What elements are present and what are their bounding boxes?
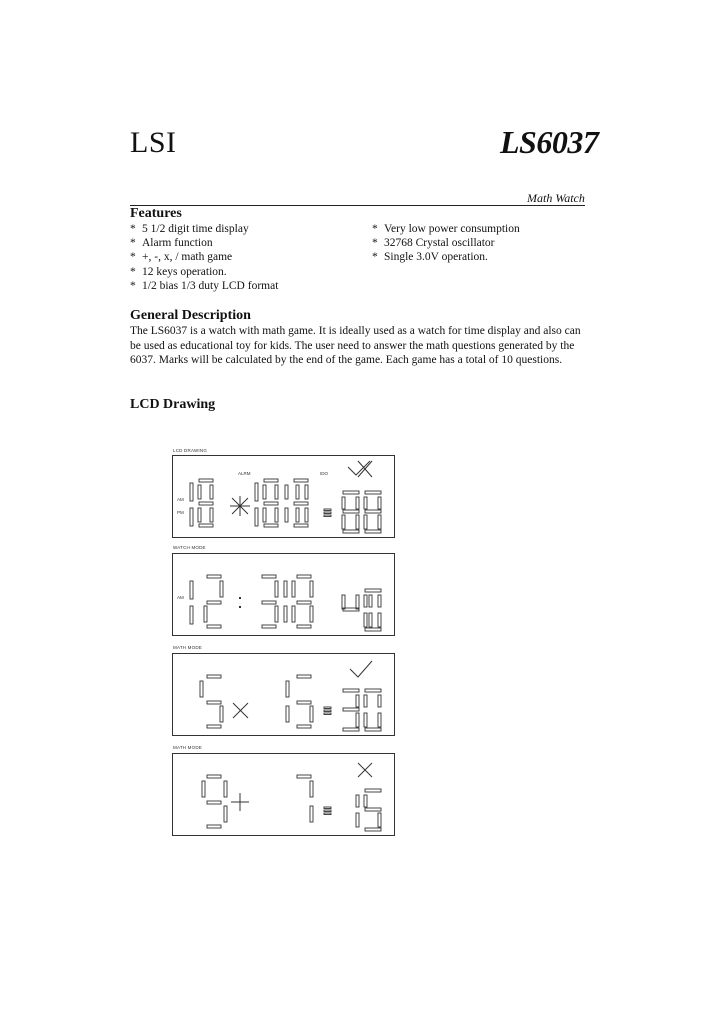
equals-sign [324, 707, 331, 715]
feature-item [130, 279, 278, 293]
multiply-icon [233, 703, 248, 718]
feature-item [372, 250, 520, 264]
operator-symbol [230, 496, 250, 516]
feature-text: +, -, x, / math game [142, 251, 233, 264]
feature-item [372, 236, 520, 250]
lcd-digit [284, 575, 313, 628]
panel-label-watch-mode: WATCH MODE [173, 545, 206, 550]
bullet-marker: * [130, 223, 136, 235]
panel-label-lcd-drawing: LCD DRAWING [173, 448, 208, 453]
features-heading: Features [130, 206, 182, 221]
lcd-digit [285, 479, 308, 527]
bullet-marker: * [130, 265, 136, 278]
bullet-marker: * [372, 251, 378, 264]
general-description-heading: General Description [130, 308, 251, 323]
lcd-digit [262, 575, 278, 628]
feature-item [130, 222, 278, 236]
brand-logo-lsi: LSI [130, 126, 177, 159]
features-list-left [130, 222, 278, 293]
lcd-panel-all-segments [172, 455, 396, 539]
panel-label-math-mode-2: MATH MODE [173, 745, 202, 750]
lcd-digit [286, 675, 313, 728]
feature-text: 1/2 bias 1/3 duty LCD format [142, 279, 279, 292]
feature-item [130, 236, 278, 250]
feature-text: 32768 Crystal oscillator [384, 237, 495, 250]
bullet-marker: * [130, 251, 136, 264]
alarm-indicator: ALRM [238, 471, 251, 476]
feature-text: 5 1/2 digit time display [142, 223, 249, 235]
lcd-panel-frame [173, 554, 395, 636]
lcd-digit [190, 479, 213, 527]
bullet-marker: * [372, 223, 378, 235]
lcd-digit [190, 575, 223, 628]
pm-indicator: PM [177, 510, 184, 515]
feature-text: Single 3.0V operation. [384, 251, 488, 264]
lcd-panel-math-mode-2 [172, 753, 396, 837]
bullet-marker: * [130, 237, 136, 250]
lcd-panel-frame [173, 456, 395, 538]
plus-icon [231, 793, 249, 811]
bullet-marker: * [130, 279, 136, 292]
lcd-result-digits [342, 589, 381, 631]
feature-item [130, 250, 278, 264]
equals-sign [324, 509, 331, 517]
panel-label-math-mode-1: MATH MODE [173, 645, 202, 650]
answer-mark-icon [348, 461, 372, 477]
feature-item [372, 222, 520, 236]
lcd-panel-watch-mode [172, 553, 396, 637]
lcd-panel-frame [173, 654, 395, 736]
equals-sign [324, 807, 331, 815]
bullet-marker: * [372, 237, 378, 250]
lcd-digit [255, 479, 278, 527]
header-divider [130, 205, 585, 206]
colon [239, 597, 241, 608]
general-description-body: The LS6037 is a watch with math game. It is ideally used as a watch for time display and also can be used as educational toy for kids. The user need to answer the math questions generated by the 6037. Marks will be calculated by the end of the game. Each game has a total of 10 questions. [130, 325, 581, 366]
lcd-drawing-heading: LCD Drawing [130, 397, 216, 412]
check-icon [350, 661, 372, 677]
lcd-digit [297, 775, 313, 822]
features-list-right [372, 222, 520, 265]
ido-indicator: IDO [320, 471, 329, 476]
x-mark-icon [358, 763, 372, 777]
product-title: LS6037 [500, 124, 599, 160]
lcd-digit [200, 675, 223, 728]
lcd-panel-math-mode-1 [172, 653, 396, 737]
feature-text: 12 keys operation. [142, 265, 227, 278]
feature-text: Alarm function [142, 237, 213, 250]
feature-item [130, 265, 278, 279]
lcd-result-digits [343, 689, 381, 731]
feature-text: Very low power consumption [384, 223, 520, 235]
lcd-digit [202, 775, 227, 828]
am-indicator: AM [177, 595, 184, 600]
lcd-result-digits [356, 789, 381, 831]
am-indicator: AM [177, 497, 184, 502]
product-subtitle: Math Watch [527, 191, 585, 205]
lcd-result-digits [342, 491, 381, 533]
